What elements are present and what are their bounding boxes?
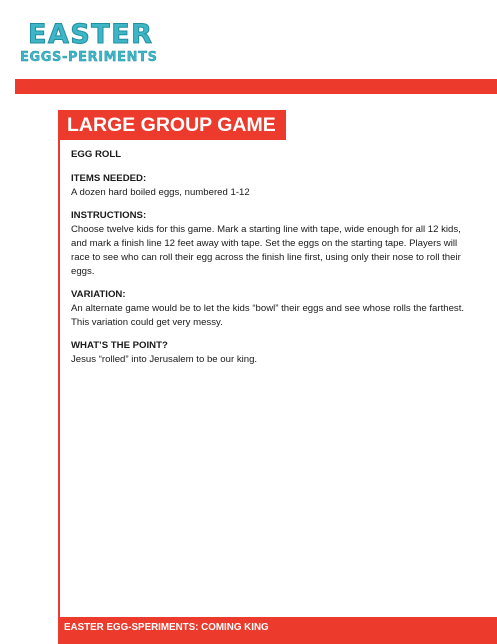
game-content — [71, 148, 466, 376]
section-heading: WHAT’S THE POINT? — [71, 340, 168, 351]
section-body: A dozen hard boiled eggs, numbered 1-12 — [71, 187, 250, 198]
section-header: LARGE GROUP GAME — [58, 110, 286, 140]
logo — [18, 19, 158, 70]
variation-section — [71, 288, 466, 330]
logo-title: EASTER — [28, 19, 154, 50]
left-accent-rule — [58, 110, 60, 617]
section-body: An alternate game would be to let the kids “bowl” their eggs and see whose rolls the farthest. This variation could get very messy. — [71, 303, 465, 328]
section-body: Choose twelve kids for this game. Mark a starting line with tape, wide enough for all 12 kids, and mark a finish line 12 feet away with tape. Set the eggs on the starting tape. Players will race to see who can roll their egg across the finish line first, using only their nose to roll their eggs. — [71, 224, 461, 277]
section-body: Jesus “rolled” into Jerusalem to be our king. — [71, 354, 258, 365]
point-section — [71, 339, 466, 367]
section-heading: INSTRUCTIONS: — [71, 210, 147, 221]
section-heading: VARIATION: — [71, 289, 126, 300]
top-accent-bar — [15, 79, 497, 94]
footer-bar — [58, 617, 497, 644]
logo-subtitle: EGGS-PERIMENTS — [20, 50, 158, 65]
instructions-section — [71, 209, 466, 279]
items-needed-section — [71, 172, 466, 200]
game-title: EGG ROLL — [71, 149, 122, 160]
footer-text: EASTER EGG-SPERIMENTS: COMING KING — [64, 622, 269, 633]
section-heading: ITEMS NEEDED: — [71, 173, 147, 184]
